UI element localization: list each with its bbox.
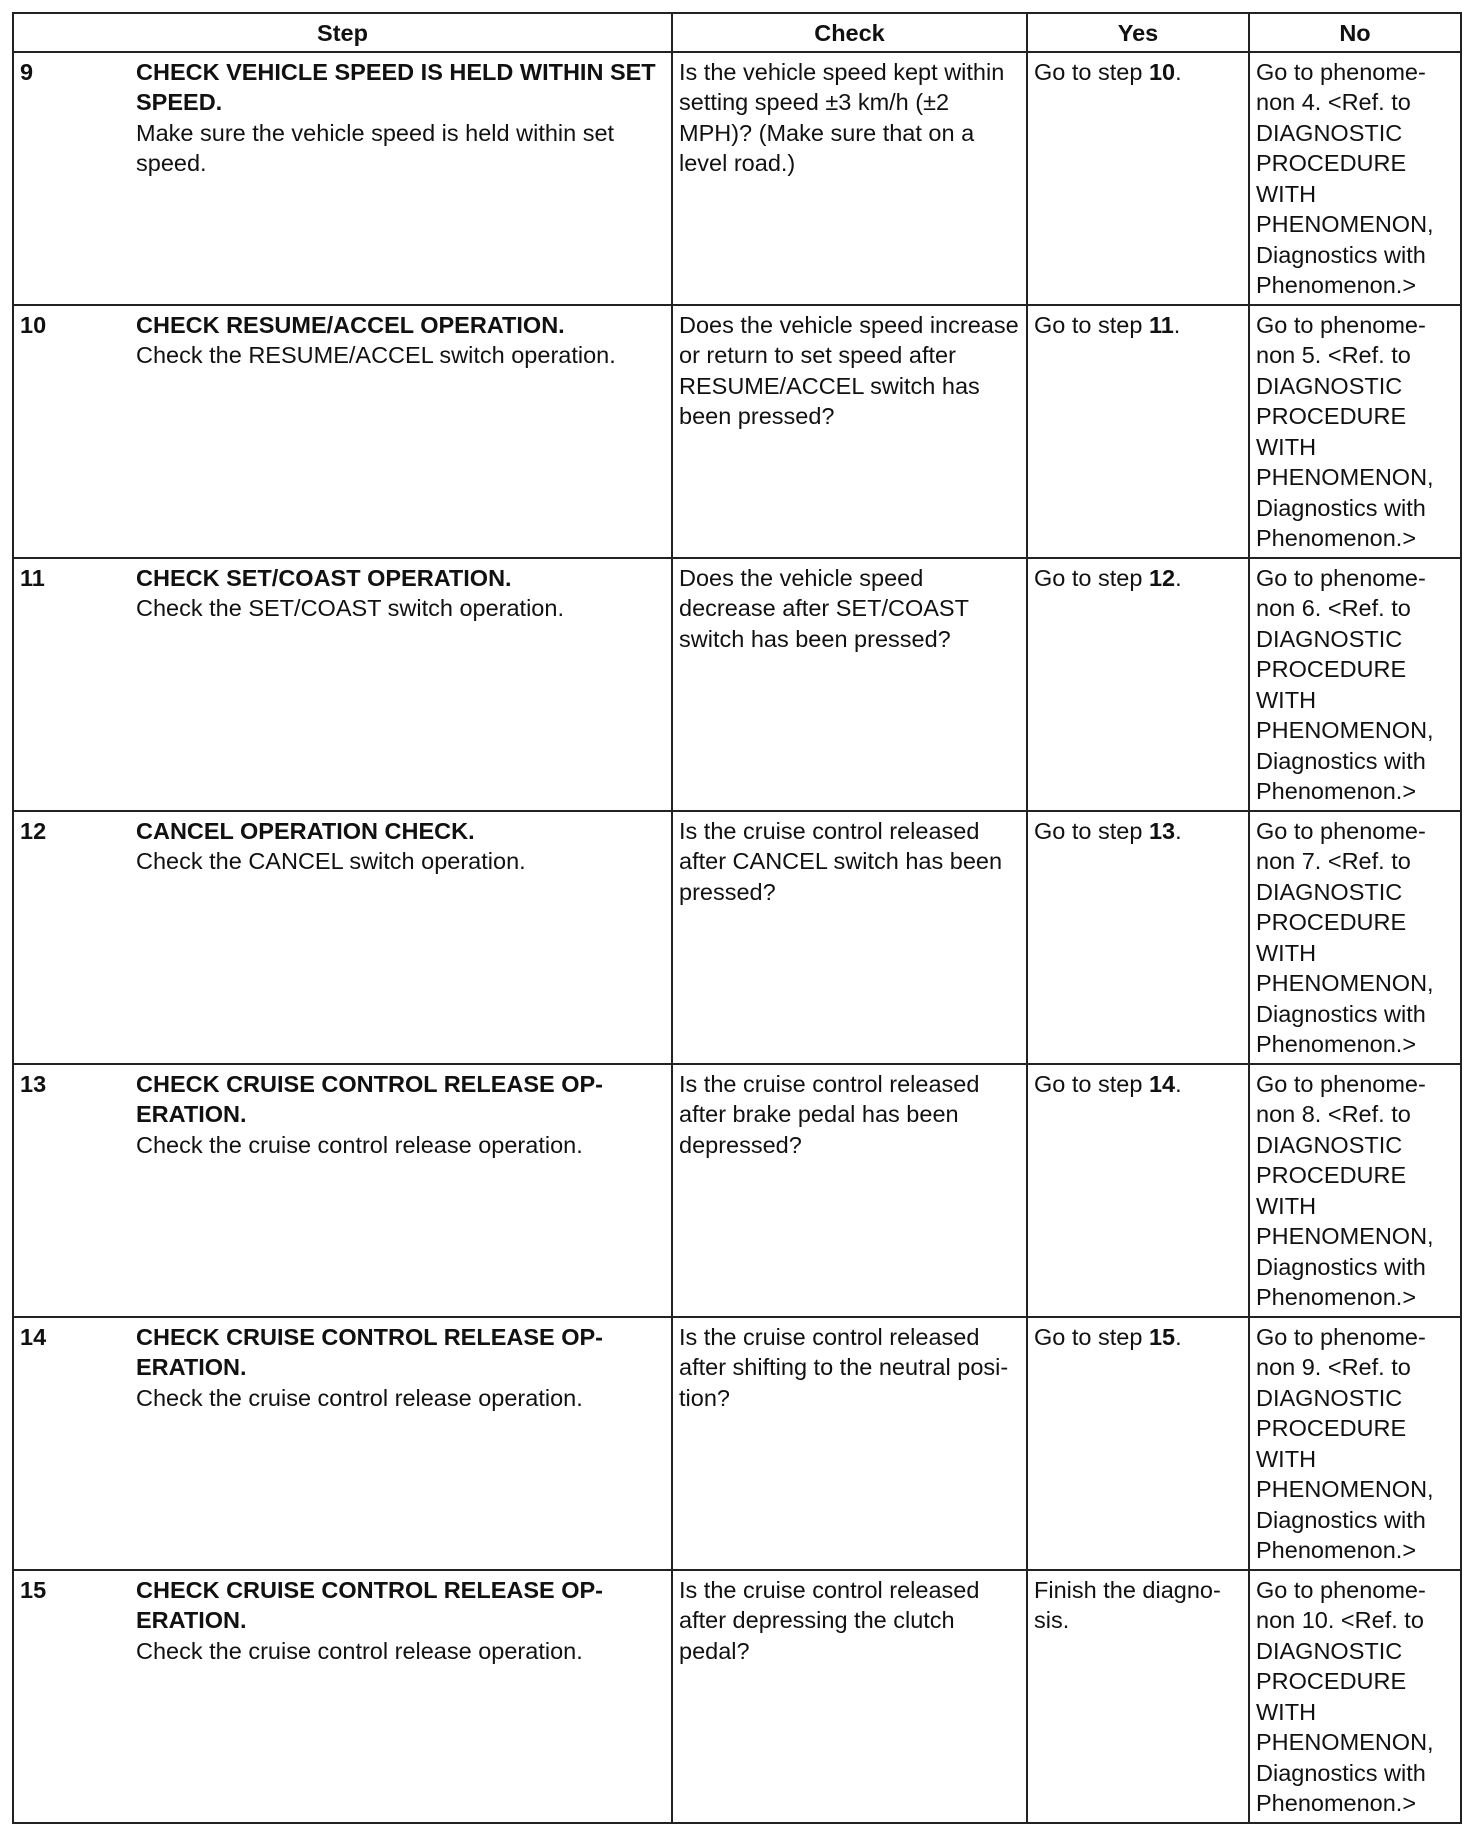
yes-cell: [1027, 1317, 1249, 1570]
step-number: 12: [13, 811, 130, 1064]
step-title: CHECK CRUISE CONTROL RELEASE OP-ERATION.: [136, 1070, 603, 1127]
yes-cell: [1027, 558, 1249, 811]
step-title: CHECK VEHICLE SPEED IS HELD WITHIN SET SPEED.: [136, 58, 656, 115]
step-description: Check the cruise control release operation.: [136, 1131, 583, 1158]
yes-suffix: .: [1175, 564, 1182, 591]
step-cell: [130, 1570, 672, 1823]
yes-text: Go to step: [1034, 564, 1149, 591]
yes-step-number: 12: [1148, 564, 1176, 591]
step-title: CHECK CRUISE CONTROL RELEASE OP-ERATION.: [136, 1323, 603, 1380]
step-number: 13: [13, 1064, 130, 1317]
yes-suffix: .: [1175, 1070, 1182, 1097]
yes-cell: [1027, 52, 1249, 305]
step-title: CHECK SET/COAST OPERATION.: [136, 564, 512, 591]
yes-text: Go to step: [1034, 58, 1149, 85]
table-row: [13, 1317, 1461, 1570]
step-description: Make sure the vehicle speed is held within set speed.: [136, 119, 615, 176]
no-cell: Go to phenome-non 5. <Ref. to DIAGNOSTIC PROCEDURE WITH PHENOMENON, Diagnostics with Phenomenon.>: [1249, 305, 1461, 558]
no-cell: Go to phenome-non 9. <Ref. to DIAGNOSTIC PROCEDURE WITH PHENOMENON, Diagnostics with Phenomenon.>: [1249, 1317, 1461, 1570]
step-description: Check the cruise control release operation.: [136, 1637, 583, 1664]
table-row: [13, 1570, 1461, 1823]
check-cell: Does the vehicle speed decrease after SET/COAST switch has been pressed?: [672, 558, 1027, 811]
no-cell: Go to phenome-non 8. <Ref. to DIAGNOSTIC PROCEDURE WITH PHENOMENON, Diagnostics with Phenomenon.>: [1249, 1064, 1461, 1317]
yes-suffix: .: [1175, 817, 1182, 844]
header-no: No: [1249, 13, 1461, 52]
step-cell: [130, 558, 672, 811]
yes-cell: [1027, 811, 1249, 1064]
yes-step-number: 10: [1148, 58, 1176, 85]
step-cell: [130, 1317, 672, 1570]
check-cell: Is the cruise control released after depressing the clutch pedal?: [672, 1570, 1027, 1823]
yes-cell: [1027, 1570, 1249, 1823]
header-check: Check: [672, 13, 1027, 52]
table-row: [13, 305, 1461, 558]
yes-cell: [1027, 305, 1249, 558]
step-title: CHECK CRUISE CONTROL RELEASE OP-ERATION.: [136, 1576, 603, 1633]
step-description: Check the RESUME/ACCEL switch operation.: [136, 342, 616, 368]
step-cell: [130, 811, 672, 1064]
table-row: [13, 811, 1461, 1064]
no-cell: Go to phenome-non 10. <Ref. to DIAGNOSTIC PROCEDURE WITH PHENOMENON, Diagnostics with Phenomenon.>: [1249, 1570, 1461, 1823]
step-number: 14: [13, 1317, 130, 1570]
step-number: 10: [13, 305, 130, 558]
yes-text: Finish the diagno-sis.: [1034, 1576, 1221, 1633]
check-cell: Does the vehicle speed increase or return to set speed after RESUME/ACCEL switch has been pressed?: [672, 305, 1027, 558]
no-cell: Go to phenome-non 4. <Ref. to DIAGNOSTIC PROCEDURE WITH PHENOMENON, Diagnostics with Phenomenon.>: [1249, 52, 1461, 305]
check-cell: Is the vehicle speed kept within setting speed ±3 km/h (±2 MPH)? (Make sure that on a level road.): [672, 52, 1027, 305]
yes-text: Go to step: [1034, 1070, 1149, 1097]
step-number: 15: [13, 1570, 130, 1823]
no-cell: Go to phenome-non 6. <Ref. to DIAGNOSTIC PROCEDURE WITH PHENOMENON, Diagnostics with Phenomenon.>: [1249, 558, 1461, 811]
step-description: Check the SET/COAST switch operation.: [136, 595, 564, 621]
step-title: CANCEL OPERATION CHECK.: [136, 817, 475, 844]
step-description: Check the CANCEL switch operation.: [136, 848, 526, 874]
yes-cell: [1027, 1064, 1249, 1317]
diagnostic-table: [12, 12, 1462, 1824]
yes-suffix: .: [1175, 58, 1182, 85]
check-cell: Is the cruise control released after brake pedal has been depressed?: [672, 1064, 1027, 1317]
yes-suffix: .: [1173, 311, 1181, 338]
step-cell: [130, 52, 672, 305]
check-cell: Is the cruise control released after shifting to the neutral posi-tion?: [672, 1317, 1027, 1570]
yes-suffix: .: [1175, 1323, 1182, 1350]
yes-step-number: 13: [1148, 817, 1176, 844]
table-row: [13, 1064, 1461, 1317]
header-yes: Yes: [1027, 13, 1249, 52]
step-number: 9: [13, 52, 130, 305]
yes-text: Go to step: [1034, 817, 1149, 844]
yes-step-number: 15: [1148, 1323, 1176, 1350]
step-cell: [130, 305, 672, 558]
step-title: CHECK RESUME/ACCEL OPERATION.: [136, 311, 565, 338]
table-row: [13, 52, 1461, 305]
step-number: 11: [13, 558, 130, 811]
no-cell: Go to phenome-non 7. <Ref. to DIAGNOSTIC PROCEDURE WITH PHENOMENON, Diagnostics with Phenomenon.>: [1249, 811, 1461, 1064]
yes-text: Go to step: [1034, 1323, 1149, 1350]
header-step: Step: [13, 13, 672, 52]
step-description: Check the cruise control release operation.: [136, 1384, 583, 1411]
yes-text: Go to step: [1034, 311, 1149, 338]
yes-step-number: 14: [1148, 1070, 1176, 1097]
table-row: [13, 558, 1461, 811]
table-header-row: [13, 13, 1461, 52]
check-cell: Is the cruise control released after CANCEL switch has been pressed?: [672, 811, 1027, 1064]
step-cell: [130, 1064, 672, 1317]
yes-step-number: 11: [1148, 311, 1174, 338]
